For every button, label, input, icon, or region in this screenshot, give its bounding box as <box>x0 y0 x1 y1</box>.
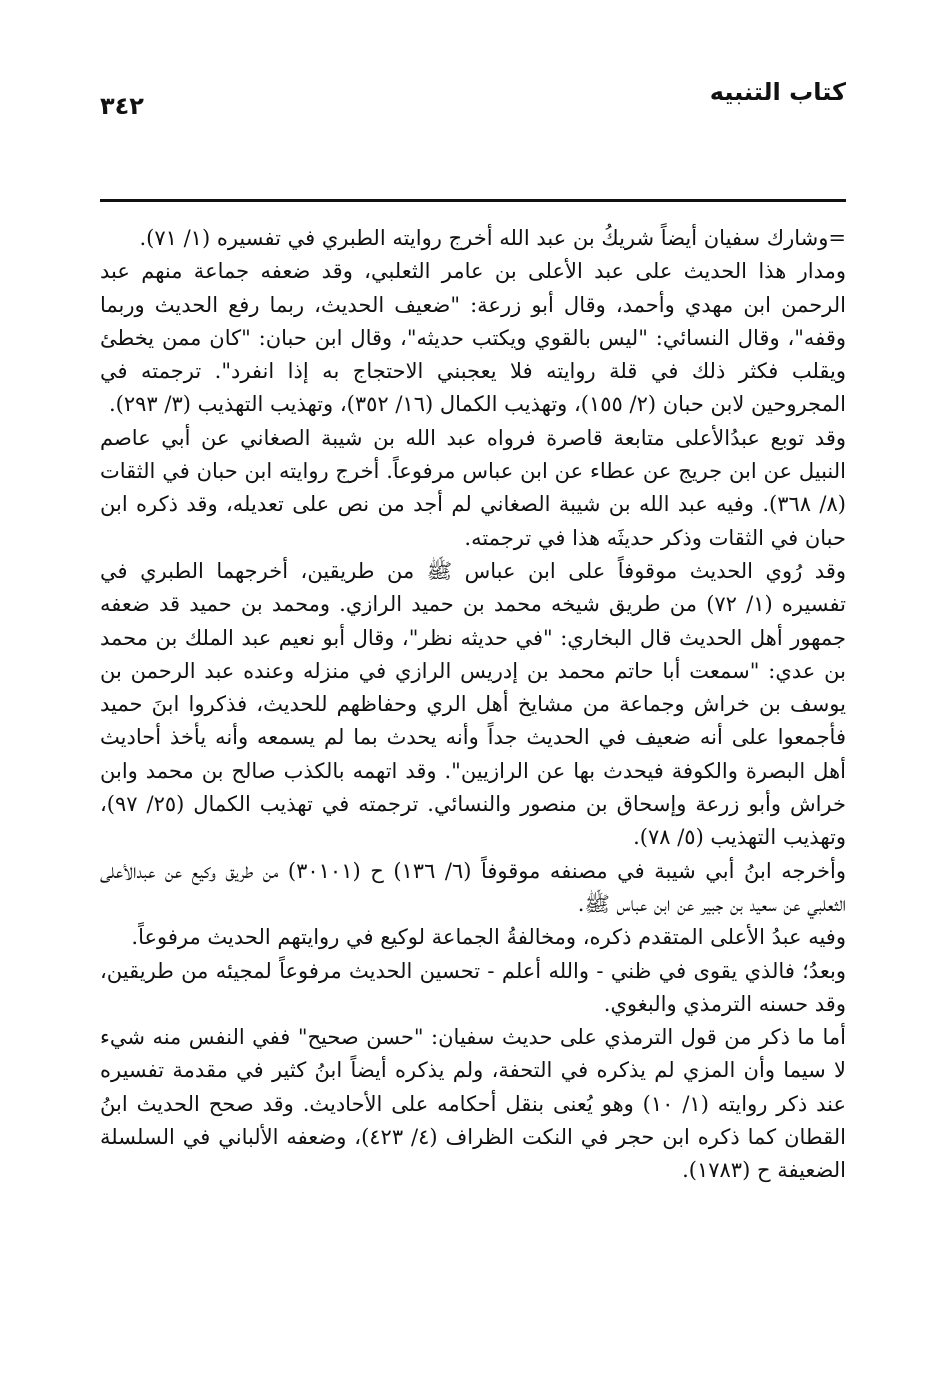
paragraph: وبعدُ؛ فالذي يقوى في ظني - والله أعلم - تحسين الحديث مرفوعاً لمجيئه من طريقين، وقد حسنه الترمذي والبغوي. <box>100 958 846 1016</box>
header-rule <box>100 199 846 202</box>
paragraph: وقد رُوي الحديث موقوفاً على ابن عباس ﷺ من طريقين، أخرجهما الطبري في تفسيره (١/ ٧٢) من طريق شيخه محمد بن حميد الرازي. ومحمد بن حميد قد ضعفه جمهور أهل الحديث قال البخاري: "في حديثه نظر"، وقال أبو نعيم عبد الملك بن محمد بن عدي: "سمعت أبا حاتم محمد بن إدريس الرازي في منزله وعنده عبد الرحمن بن يوسف بن خراش وجماعة من مشايخ أهل الري وحفاظهم للحديث، فذكروا ابنَ حميد فأجمعوا على أنه ضعيف في الحديث جداً وأنه يحدث بما لم يسمعه وأنه يأخذ أحاديث أهل البصرة والكوفة فيحدث بها عن الرازيين". وقد اتهمه بالكذب صالح بن محمد وابن خراش وأبو زرعة وإسحاق بن منصور والنسائي. ترجمته في تهذيب الكمال (٢٥/ ٩٧)، وتهذيب التهذيب (٥/ ٧٨). <box>100 558 846 850</box>
page-number: ٣٤٢ <box>100 92 144 120</box>
paragraph: وفيه عبدُ الأعلى المتقدم ذكره، ومخالفةُ الجماعة لوكيع في روايتهم الحديث مرفوعاً. <box>131 925 846 950</box>
footnote-body <box>100 222 846 1188</box>
page-header <box>100 78 846 118</box>
paragraph: ومدار هذا الحديث على عبد الأعلى بن عامر الثعلبي، وقد ضعفه جماعة منهم عبد الرحمن ابن مهدي وأحمد، وقال أبو زرعة: "ضعيف الحديث، ربما رفع الحديث وربما وقفه"، وقال النسائي: "ليس بالقوي ويكتب حديثه"، وقال ابن حبان: "كان ممن يخطئ ويقلب فكثر ذلك في قلة روايته فلا يعجبني الاحتجاج به إذا انفرد". ترجمته في المجروحين لابن حبان (٢/ ١٥٥)، وتهذيب الكمال (١٦/ ٣٥٢)، وتهذيب التهذيب (٣/ ٢٩٣). <box>100 259 846 417</box>
running-title: كتاب التنبيه <box>709 78 846 106</box>
paragraph: =وشارك سفيان أيضاً شريكُ بن عبد الله أخرج روايته الطبري في تفسيره (١/ ٧١). <box>139 226 846 250</box>
paragraph: وأخرجه ابنُ أبي شيبة في مصنفه موقوفاً (٦/ ١٣٦) ح (٣٠١٠١) من طريق وكيع عن عبدالأعلى الثعلبي عن سعيد بن جبير عن ابن عباس ﷺ. <box>100 858 846 916</box>
paragraph: أما ما ذكر من قول الترمذي على حديث سفيان: "حسن صحيح" ففي النفس منه شيء لا سيما وأن المزي لم يذكره في التحفة، ولم يذكره أيضاً ابنُ كثير في مقدمة تفسيره عند ذكر روايته (١/ ١٠) وهو يُعنى بنقل أحكامه على الأحاديث. وقد صحح الحديث ابنُ القطان كما ذكره ابن حجر في النكت الظراف (٤/ ٤٢٣)، وضعفه الألباني في السلسلة الضعيفة ح (١٧٨٣). <box>100 1025 846 1183</box>
paragraph: وقد توبع عبدُالأعلى متابعة قاصرة فرواه عبد الله بن شيبة الصغاني عن أبي عاصم النبيل عن ابن جريج عن عطاء عن ابن عباس مرفوعاً. أخرج روايته ابن حبان في الثقات (٨/ ٣٦٨). وفيه عبد الله بن شيبة الصغاني لم أجد من نص على تعديله، وقد ذكره ابن حبان في الثقات وذكر حديثَه هذا في ترجمته. <box>100 425 846 550</box>
